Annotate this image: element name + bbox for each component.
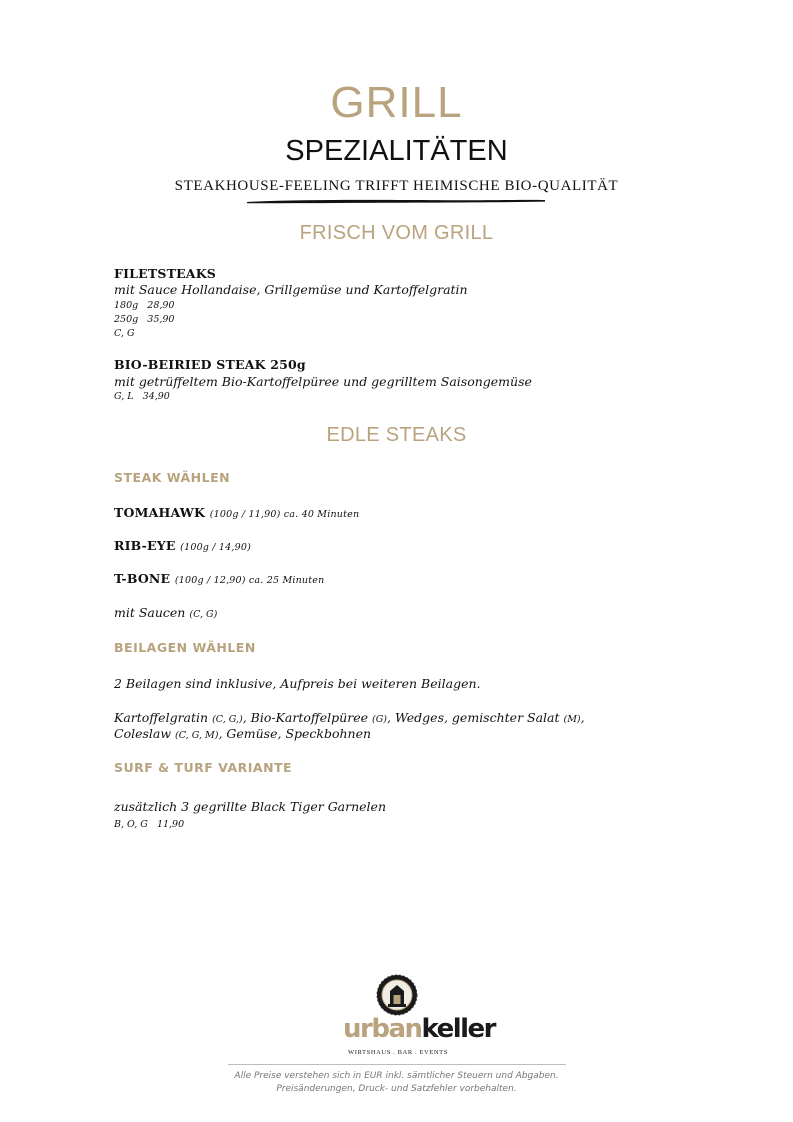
item-desc-filetsteaks: mit Sauce Hollandaise, Grillgemüse und Kartoffelgratin — [114, 282, 468, 297]
item-detail-ribeye: (100g / 14,90) — [180, 542, 252, 553]
section-title-frisch: FRISCH VOM GRILL — [299, 222, 494, 244]
logo-word-keller: keller — [421, 1014, 496, 1044]
page-title: GRILL — [330, 78, 463, 127]
item-meta-beiried: G, L 34,90 — [114, 391, 170, 402]
subheading-beilagen-waehlen: BEILAGEN WÄHLEN — [114, 640, 256, 655]
item-price-filet-250: 250g 35,90 — [114, 314, 175, 325]
beilage-salat-allergens: (M) — [563, 714, 581, 725]
beilage-gemuese-speckbohnen: , Gemüse, Speckbohnen — [218, 726, 372, 741]
footer-line-1: Alle Preise verstehen sich in EUR inkl. sämtlicher Steuern und Abgaben. — [234, 1071, 559, 1081]
footer-line-2: Preisänderungen, Druck- und Satzfehler vorbehalten. — [276, 1084, 517, 1094]
page-subtitle: SPEZIALITÄTEN — [285, 135, 508, 167]
beilage-puree-allergens: (G) — [371, 714, 387, 725]
beilage-gratin-allergens: (C, G,) — [212, 714, 243, 725]
surf-meta: B, O, G 11,90 — [114, 819, 185, 830]
subheading-surf-turf: SURF & TURF VARIANTE — [114, 760, 293, 775]
footer-divider — [228, 1064, 566, 1065]
item-allergens-filet: C, G — [114, 328, 135, 339]
beilagen-note: 2 Beilagen sind inklusive, Aufpreis bei weiteren Beilagen. — [114, 676, 481, 691]
beilagen-list-line2 — [114, 726, 371, 741]
item-detail-tbone: (100g / 12,90) ca. 25 Minuten — [174, 575, 325, 586]
item-ribeye — [114, 538, 251, 553]
tagline: STEAKHOUSE-FEELING TRIFFT HEIMISCHE BIO-QUALITÄT — [174, 178, 619, 194]
item-name-filetsteaks: FILETSTEAKS — [114, 266, 216, 281]
item-tbone — [114, 571, 324, 586]
urbankeller-emblem-icon — [376, 974, 418, 1016]
surf-desc: zusätzlich 3 gegrillte Black Tiger Garnelen — [114, 799, 386, 814]
logo-subtitle: WIRTSHAUS . BAR . EVENTS — [348, 1049, 448, 1056]
brush-stroke-divider — [245, 197, 547, 205]
beilage-wedges-salat: , Wedges, gemischter Salat — [387, 710, 560, 725]
beilage-comma: , — [580, 710, 585, 725]
item-desc-beiried: mit getrüffeltem Bio-Kartoffelpüree und gegrilltem Saisongemüse — [114, 374, 532, 389]
subheading-steak-waehlen: STEAK WÄHLEN — [114, 470, 231, 485]
item-detail-tomahawk: (100g / 11,90) ca. 40 Minuten — [209, 509, 360, 520]
logo-word-urban: urban — [343, 1014, 422, 1044]
saucen-allergens: (C, G) — [189, 609, 218, 620]
item-tomahawk — [114, 505, 359, 520]
beilage-puree: , Bio-Kartoffelpüree — [242, 710, 368, 725]
item-name-ribeye: RIB-EYE — [114, 538, 176, 553]
saucen-text: mit Saucen — [114, 605, 186, 620]
section-title-edle: EDLE STEAKS — [326, 424, 467, 446]
item-name-tbone: T-BONE — [114, 571, 171, 586]
beilage-gratin: Kartoffelgratin — [114, 710, 209, 725]
logo-wordmark — [343, 1014, 496, 1044]
item-saucen — [114, 605, 217, 620]
beilage-coleslaw-allergens: (C, G, M) — [175, 730, 219, 741]
item-price-filet-180: 180g 28,90 — [114, 300, 175, 311]
beilage-coleslaw: Coleslaw — [114, 726, 172, 741]
item-name-tomahawk: TOMAHAWK — [114, 505, 206, 520]
item-name-beiried: BIO-BEIRIED STEAK 250g — [114, 357, 306, 372]
beilagen-list-line1 — [114, 710, 585, 725]
